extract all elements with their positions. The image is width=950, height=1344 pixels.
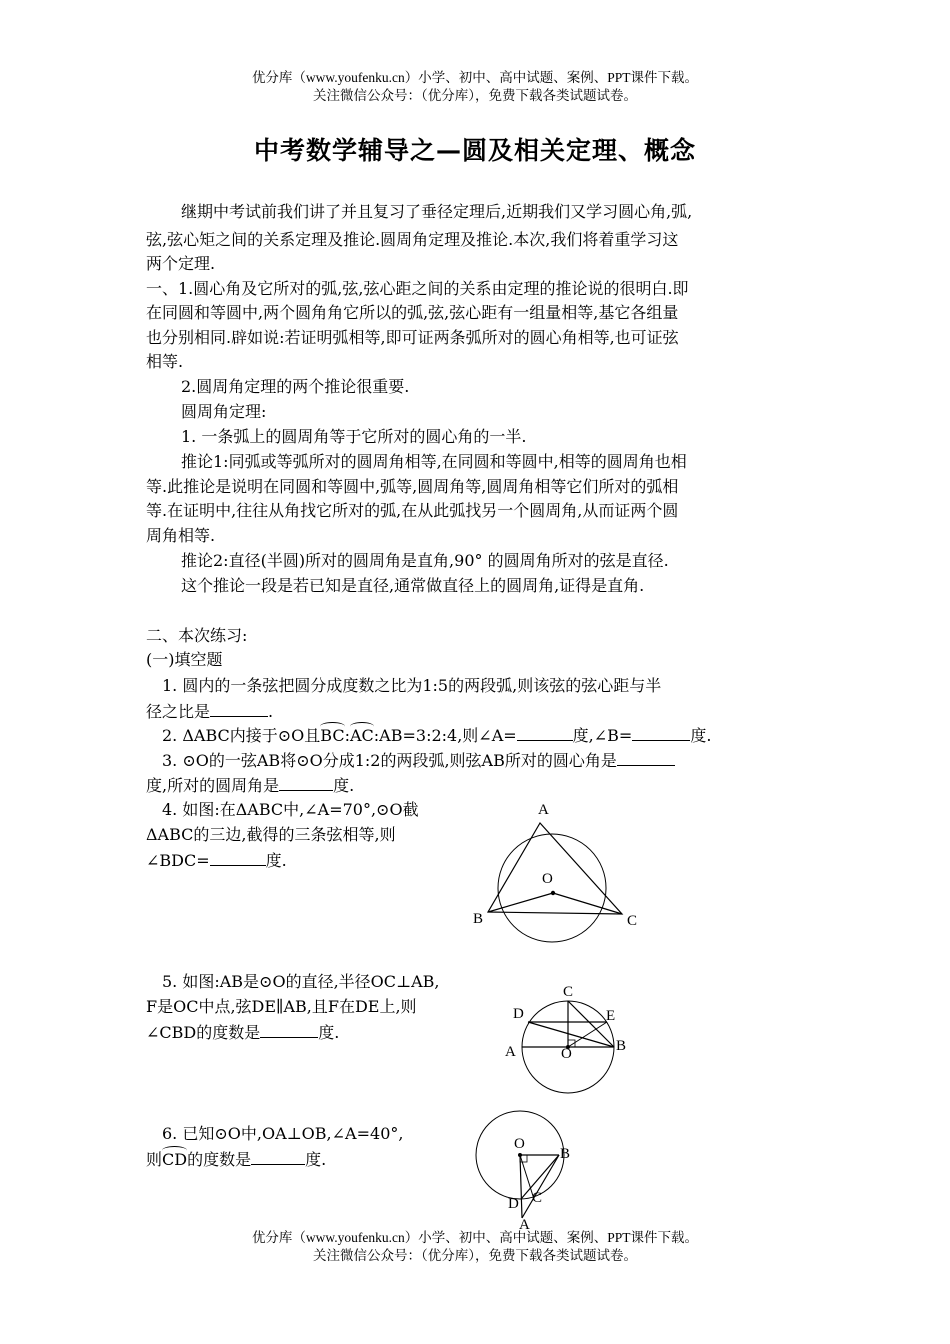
header-line-2: 关注微信公众号：（优分库），免费下载各类试题试卷。: [313, 88, 637, 103]
question-6-line-1: 6. 已知⊙O中,OA⊥OB,∠A=40°,: [162, 1124, 404, 1143]
question-6-text-b: 则: [146, 1150, 163, 1169]
label-b: B: [616, 1038, 627, 1054]
label-c: C: [532, 1190, 543, 1206]
corollary-2-note: 这个推论一段是若已知是直径,通常做直径上的圆周角,证得是直角.: [181, 576, 645, 595]
arc-bc: BC: [320, 726, 345, 745]
figure-6-diagram: [465, 1110, 585, 1235]
part1-line-2: 在同圆和等圆中,两个圆角角它所以的弧,弦,弦心距有一组量相等,基它各组量: [146, 303, 679, 322]
footer-line-1: 优分库（www.youfenku.cn）小学、初中、高中试题、案例、PPT课件下载。: [251, 1230, 699, 1245]
answer-blank-cbd[interactable]: [260, 1022, 318, 1038]
label-c: C: [563, 984, 574, 1000]
label-e: E: [606, 1008, 616, 1024]
question-2-text-a: 2. ΔABC内接于⊙O且: [162, 726, 321, 745]
page-title: 中考数学辅导之—圆及相关定理、概念: [253, 136, 696, 165]
question-4-text-d: 度.: [265, 851, 287, 870]
answer-blank-bdc[interactable]: [210, 850, 266, 866]
question-5-text-d: 度.: [318, 1023, 340, 1042]
question-2-colon: :: [344, 726, 350, 745]
question-3-text-a: 3. ⊙O的一弦AB将⊙O分成1:2的两段弧,则弦AB所对的圆心角是: [162, 751, 617, 770]
segment-oa: [520, 1155, 522, 1218]
intro-line-3: 两个定理.: [146, 254, 216, 273]
question-4-text-c: ∠BDC=: [146, 851, 210, 870]
label-b: B: [560, 1146, 571, 1162]
question-4-line-2: ΔABC的三边,截得的三条弦相等,则: [146, 825, 396, 844]
part1-line-4: 相等.: [146, 352, 184, 371]
part1-line-1: 一、1.圆心角及它所对的弧,弦,弦心距之间的关系由定理的推论说的很明白.即: [146, 279, 689, 298]
theorem-heading: 圆周角定理:: [181, 402, 267, 421]
question-3-line-2: [146, 775, 354, 796]
part1-point-2: 2.圆周角定理的两个推论很重要.: [181, 377, 410, 396]
point-o: [518, 1153, 522, 1157]
answer-blank-inscribed-angle[interactable]: [279, 775, 333, 791]
question-4-line-1: 4. 如图:在ΔABC中,∠A=70°,⊙O截: [162, 800, 419, 819]
label-o: O: [542, 871, 553, 887]
question-1-line-1: 1. 圆内的一条弦把圆分成度数之比为1:5的两段弧,则该弦的弦心距与半: [162, 676, 662, 695]
question-3-text-b: 度,所对的圆周角是: [146, 776, 280, 795]
question-6-text-c: 的度数是: [187, 1150, 252, 1169]
intro-line-2: 弦,弦心矩之间的关系定理及推论.圆周角定理及推论.本次,我们将着重学习这: [146, 230, 679, 249]
question-5-line-2: F是OC中点,弦DE∥AB,且F在DE上,则: [146, 997, 417, 1016]
label-o: O: [561, 1046, 572, 1062]
part1-line-3: 也分别相同.辟如说:若证明弧相等,即可证两条弧所对的圆心角相等,也可证弦: [146, 328, 679, 347]
answer-blank-central-angle[interactable]: [617, 750, 675, 766]
question-1-line-2: [146, 701, 273, 722]
label-o: O: [514, 1136, 525, 1152]
point-o: [551, 891, 555, 895]
arc-ac: AC: [349, 726, 374, 745]
question-2-text-d: :AB=3:2:4,则∠A=: [373, 726, 517, 745]
label-c: C: [627, 913, 638, 929]
label-d: D: [508, 1196, 519, 1212]
question-2: [162, 725, 711, 746]
label-a: A: [538, 802, 549, 818]
corollary-1-line-3: 等.在证明中,往往从角找它所对的弧,在从此弧找另一个圆周角,从而证两个圆: [146, 501, 679, 520]
answer-blank-angle-a[interactable]: [517, 725, 573, 741]
label-b: B: [473, 911, 484, 927]
label-d: D: [513, 1006, 524, 1022]
question-1-end: .: [268, 702, 274, 721]
question-6-line-2: [146, 1149, 326, 1170]
corollary-1-line-4: 周角相等.: [146, 526, 216, 545]
question-5-line-1: 5. 如图:AB是⊙O的直径,半径OC⊥AB,: [162, 972, 440, 991]
question-5-text-c: ∠CBD的度数是: [146, 1023, 261, 1042]
question-2-text-e: 度,∠B=: [572, 726, 633, 745]
figure-5-diagram: [495, 980, 635, 1100]
footer-line-2: 关注微信公众号：（优分库），免费下载各类试题试卷。: [313, 1248, 637, 1263]
corollary-2: 推论2:直径(半圆)所对的圆周角是直角,90° 的圆周角所对的弦是直径.: [181, 551, 669, 570]
question-2-text-f: 度.: [690, 726, 712, 745]
fill-blank-heading: (一)填空题: [146, 650, 223, 669]
question-3-text-c: 度.: [333, 776, 355, 795]
answer-blank-arc-cd[interactable]: [251, 1149, 305, 1165]
corollary-1-line-2: 等.此推论是说明在同圆和等圆中,弧等,圆周角等,圆周角相等它们所对的弧相: [146, 477, 679, 496]
arc-cd: CD: [162, 1150, 188, 1169]
question-4-line-3: [146, 850, 287, 871]
question-6-text-d: 度.: [305, 1150, 327, 1169]
theorem-1: 1. 一条弧上的圆周角等于它所对的圆心角的一半.: [181, 427, 527, 446]
circle-o: [498, 834, 606, 942]
question-1-text: 径之比是: [146, 702, 211, 721]
exercise-heading: 二、本次练习:: [146, 626, 248, 645]
label-a: A: [519, 1217, 530, 1233]
segment-oc: [553, 893, 622, 914]
intro-line-1: 继期中考试前我们讲了并且复习了垂径定理后,近期我们又学习圆心角,弧,: [181, 202, 693, 221]
answer-blank[interactable]: [210, 701, 268, 717]
figure-4-diagram: [460, 790, 660, 960]
question-3-line-1: [162, 750, 675, 771]
corollary-1-line-1: 推论1:同弧或等弧所对的圆周角相等,在同圆和等圆中,相等的圆周角也相: [181, 452, 687, 471]
segment-ab: [522, 1155, 559, 1218]
label-a: A: [505, 1044, 516, 1060]
answer-blank-angle-b[interactable]: [632, 725, 690, 741]
header-line-1: 优分库（www.youfenku.cn）小学、初中、高中试题、案例、PPT课件下载。: [251, 70, 699, 85]
question-5-line-3: [146, 1022, 339, 1043]
